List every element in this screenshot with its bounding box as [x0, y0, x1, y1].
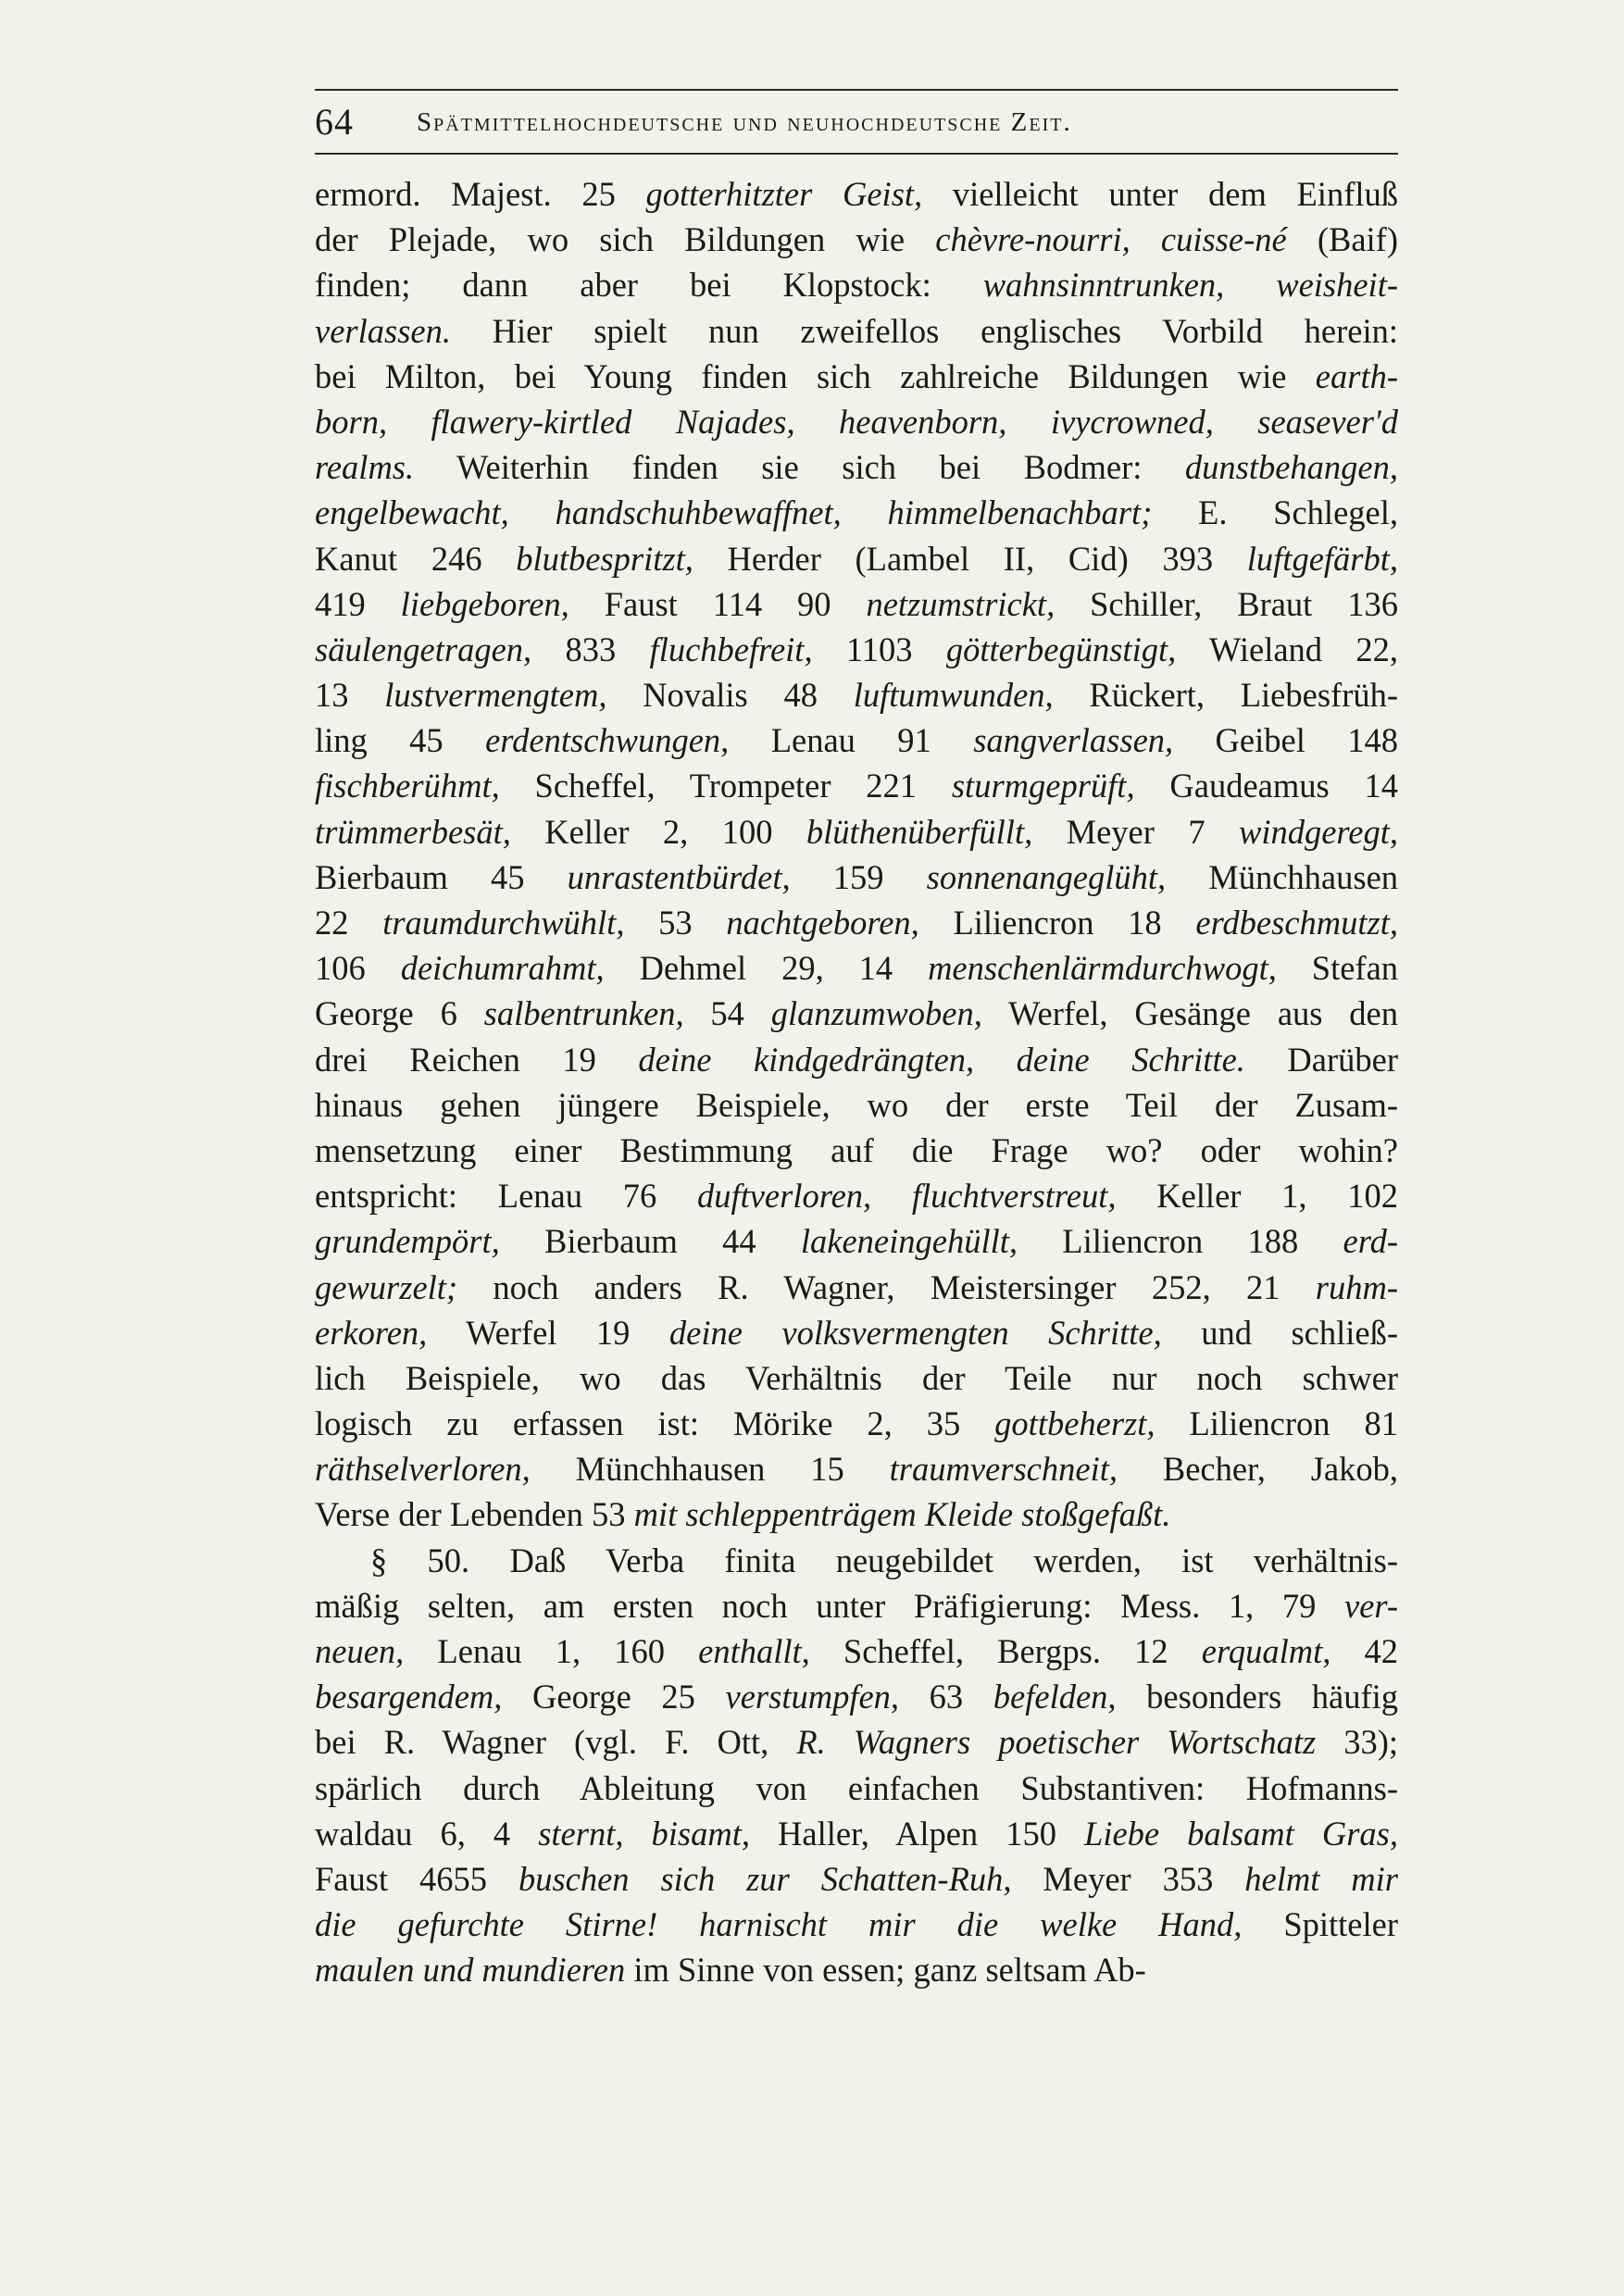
text-line — [315, 1401, 1398, 1446]
header-rule-top — [315, 89, 1398, 91]
text-line — [315, 991, 1398, 1036]
text-line — [315, 1446, 1398, 1491]
text-line — [315, 718, 1398, 763]
text-span: Meyer 353 — [1011, 1859, 1245, 1898]
italic-text: fischberühmt, — [315, 767, 500, 805]
italic-text: netzumstrickt, — [866, 584, 1056, 623]
text-span: Schiller, Braut 136 — [1055, 584, 1398, 623]
italic-text: mit schleppenträgem Kleide stoßgefaßt. — [633, 1495, 1171, 1534]
text-line — [315, 1082, 1398, 1128]
italic-text: enthallt, — [698, 1632, 810, 1670]
text-line — [315, 855, 1398, 900]
text-span: 159 — [790, 857, 927, 896]
text-span: E. Schlegel, — [1152, 493, 1398, 532]
text-span: logisch zu erfassen ist: Mörike 2, 35 — [315, 1404, 995, 1443]
italic-text: engelbewacht, handschuhbewaffnet, himmelbenachbart; — [315, 493, 1153, 532]
italic-text: lustvermengtem, — [384, 676, 607, 715]
text-span: Darüber — [1244, 1040, 1398, 1079]
text-span: drei Reichen 19 — [315, 1040, 639, 1079]
text-span: Scheffel, Bergps. 12 — [809, 1632, 1202, 1670]
italic-text: blüthenüberfüllt, — [806, 812, 1033, 851]
text-span: Spitteler — [1242, 1905, 1398, 1944]
text-span: hinaus gehen jüngere Beispiele, wo der erste Teil der Zusam- — [315, 1085, 1398, 1124]
text-span: Hier spielt nun zweifellos englisches Vorbild herein: — [450, 311, 1398, 350]
italic-text: fluchbefreit, — [649, 630, 813, 668]
text-line — [315, 1355, 1398, 1401]
italic-text: sturmgeprüft, — [951, 767, 1135, 805]
text-span: der Plejade, wo sich Bildungen wie — [315, 220, 936, 259]
text-span: Meyer 7 — [1032, 812, 1239, 851]
text-span: (Baif) — [1286, 220, 1398, 259]
text-span: mensetzung einer Bestimmung auf die Frage wo? oder wohin? — [315, 1130, 1398, 1169]
text-span: lich Beispiele, wo das Verhältnis der Teile nur noch schwer — [315, 1358, 1398, 1397]
text-line — [315, 1719, 1398, 1765]
italic-text: befelden, — [993, 1678, 1117, 1716]
text-line — [315, 1173, 1398, 1218]
text-span: bei R. Wagner (vgl. F. Ott, — [315, 1723, 797, 1762]
text-line — [315, 171, 1398, 217]
text-line — [315, 1583, 1398, 1628]
italic-text: born, flawery-kirtled Najades, heavenborn, ivycrowned, seasever'd — [315, 402, 1398, 441]
italic-text: liebgeboren, — [400, 584, 569, 623]
text-span: Werfel 19 — [427, 1313, 669, 1352]
text-line — [315, 945, 1398, 991]
italic-text: glanzumwoben, — [770, 994, 982, 1033]
text-span: Faust 114 90 — [568, 584, 867, 623]
italic-text: traumverschneit, — [889, 1450, 1118, 1489]
text-line — [315, 217, 1398, 262]
text-span: Münchhausen 15 — [530, 1450, 890, 1489]
text-line — [315, 672, 1398, 718]
text-span: spärlich durch Ableitung von einfachen Substantiven: Hofmanns- — [315, 1768, 1398, 1807]
text-span: Münchhausen — [1166, 857, 1399, 896]
text-span: 13 — [315, 676, 385, 715]
italic-text: wahnsinntrunken, weisheit- — [982, 266, 1398, 305]
text-span: 22 — [315, 904, 383, 942]
italic-text: R. Wagners poetischer Wortschatz — [796, 1723, 1317, 1762]
italic-text: duftverloren, fluchtverstreut, — [696, 1177, 1117, 1216]
text-line — [315, 354, 1398, 399]
italic-text: erkoren, — [315, 1313, 428, 1352]
text-span: Gaudeamus 14 — [1134, 767, 1398, 805]
text-span: George 6 — [315, 994, 484, 1033]
text-span: Kanut 246 — [315, 539, 517, 578]
text-span: vielleicht unter dem Einfluß — [922, 175, 1398, 213]
text-span: Herder (Lambel II, Cid) 393 — [693, 539, 1247, 578]
text-line — [315, 1766, 1398, 1811]
italic-text: luftumwunden, — [853, 676, 1054, 715]
italic-text: luftgefärbt, — [1246, 539, 1398, 578]
text-line — [315, 1265, 1398, 1310]
page-header — [315, 94, 1398, 150]
italic-text: sonnenangeglüht, — [926, 857, 1167, 896]
text-span: Stefan — [1276, 949, 1399, 988]
italic-text: deine volksvermengten Schritte, — [668, 1313, 1162, 1352]
text-span: Liliencron 188 — [1018, 1222, 1343, 1261]
italic-text: räthselverloren, — [315, 1450, 531, 1489]
italic-text: lakeneingehüllt, — [800, 1222, 1018, 1261]
text-span: Faust 4655 — [315, 1859, 518, 1898]
text-span: Weiterhin finden sie sich bei Bodmer: — [414, 448, 1185, 487]
italic-text: realms. — [315, 448, 415, 487]
header-rule-bottom — [315, 153, 1398, 155]
italic-text: die gefurchte Stirne! harnischt mir die welke Hand, — [315, 1905, 1243, 1944]
italic-text: verstumpfen, — [725, 1678, 900, 1716]
text-line — [315, 1947, 1398, 1992]
text-span: Bierbaum 44 — [499, 1222, 801, 1261]
text-span: ermord. Majest. 25 — [315, 175, 646, 213]
text-span: Wieland 22, — [1176, 630, 1398, 668]
italic-text: dunstbehangen, — [1184, 448, 1398, 487]
text-line — [315, 1128, 1398, 1173]
text-span: waldau 6, 4 — [315, 1814, 539, 1853]
text-span: Verse der Lebenden 53 — [315, 1495, 634, 1534]
text-line — [315, 809, 1398, 855]
text-span: Haller, Alpen 150 — [750, 1814, 1085, 1853]
italic-text: windgeregt, — [1238, 812, 1398, 851]
text-span: Scheffel, Trompeter 221 — [499, 767, 952, 805]
text-span: Keller 2, 100 — [510, 812, 806, 851]
italic-text: earth- — [1315, 356, 1398, 395]
text-line — [315, 1811, 1398, 1856]
text-span: Liliencron 18 — [918, 904, 1196, 942]
italic-text: unrastentbürdet, — [567, 857, 791, 896]
italic-text: blutbespritzt, — [516, 539, 693, 578]
italic-text: trümmerbesät, — [315, 812, 511, 851]
italic-text: erd- — [1343, 1222, 1398, 1261]
text-line — [315, 763, 1398, 808]
running-title: Spätmittelhochdeutsche und neuhochdeutsche Zeit. — [417, 107, 1072, 137]
text-span: 63 — [899, 1678, 993, 1716]
text-span: 42 — [1330, 1632, 1399, 1670]
text-span: im Sinne von essen; ganz seltsam Ab- — [625, 1951, 1146, 1990]
text-span: Keller 1, 102 — [1116, 1177, 1399, 1216]
text-line — [315, 1902, 1398, 1947]
italic-text: nachtgeboren, — [726, 904, 919, 942]
italic-text: besargendem, — [315, 1678, 503, 1716]
body-text — [315, 171, 1398, 1993]
text-span: 53 — [624, 904, 727, 942]
text-span: 1103 — [812, 630, 946, 668]
italic-text: götterbegünstigt, — [945, 630, 1177, 668]
italic-text: neuen, — [315, 1632, 405, 1670]
italic-text: traumdurchwühlt, — [382, 904, 625, 942]
text-line — [315, 1310, 1398, 1355]
text-line — [315, 262, 1398, 307]
text-span: Dehmel 29, 14 — [604, 949, 929, 988]
text-span: noch anders R. Wagner, Meistersinger 252, 21 — [457, 1267, 1316, 1306]
italic-text: ruhm- — [1315, 1267, 1398, 1306]
text-span: finden; dann aber bei Klopstock: — [315, 266, 983, 305]
text-span: Bierbaum 45 — [315, 857, 568, 896]
text-span: § 50. Daß Verba finita neugebildet werden, ist verhältnis- — [370, 1541, 1398, 1579]
text-line — [315, 490, 1398, 535]
italic-text: deichumrahmt, — [400, 949, 605, 988]
italic-text: chèvre-nourri, cuisse-né — [935, 220, 1287, 259]
italic-text: menschenlärmdurchwogt, — [928, 949, 1277, 988]
text-line — [315, 1218, 1398, 1264]
italic-text: maulen und mundieren — [315, 1951, 626, 1990]
text-span: 419 — [315, 584, 401, 623]
text-span: Rückert, Liebesfrüh- — [1053, 676, 1399, 715]
text-line — [315, 1628, 1398, 1674]
text-span: Liliencron 81 — [1155, 1404, 1398, 1443]
text-line — [315, 1538, 1398, 1583]
text-line — [315, 627, 1398, 672]
text-span: Lenau 1, 160 — [404, 1632, 699, 1670]
text-span: George 25 — [502, 1678, 726, 1716]
text-span: Novalis 48 — [606, 676, 854, 715]
text-line — [315, 900, 1398, 945]
text-span: Lenau 91 — [729, 721, 974, 760]
italic-text: gewurzelt; — [315, 1267, 458, 1306]
italic-text: säulengetragen, — [315, 630, 532, 668]
text-line — [315, 1037, 1398, 1082]
text-line — [315, 1856, 1398, 1902]
italic-text: gottbeherzt, — [994, 1404, 1156, 1443]
text-span: 833 — [531, 630, 650, 668]
text-span: Becher, Jakob, — [1117, 1450, 1398, 1489]
text-span: ling 45 — [315, 721, 486, 760]
italic-text: buschen sich zur Schatten-Ruh, — [518, 1859, 1012, 1898]
text-line — [315, 581, 1398, 627]
text-line — [315, 1674, 1398, 1719]
text-span: 106 — [315, 949, 401, 988]
italic-text: salbentrunken, — [483, 994, 684, 1033]
italic-text: grundempört, — [315, 1222, 500, 1261]
italic-text: sternt, bisamt, — [538, 1814, 750, 1853]
text-span: Geibel 148 — [1173, 721, 1398, 760]
italic-text: erqualmt, — [1201, 1632, 1331, 1670]
italic-text: deine kindgedrängten, deine Schritte. — [638, 1040, 1245, 1079]
text-span: besonders häufig — [1116, 1678, 1399, 1716]
italic-text: Liebe balsamt Gras, — [1084, 1814, 1398, 1853]
italic-text: verlassen. — [315, 311, 451, 350]
italic-text: erdbeschmutzt, — [1195, 904, 1399, 942]
italic-text: sangverlassen, — [973, 721, 1174, 760]
text-line — [315, 399, 1398, 444]
italic-text: helmt mir — [1244, 1859, 1398, 1898]
text-span: 54 — [683, 994, 771, 1033]
text-line — [315, 536, 1398, 581]
text-span: und schließ- — [1161, 1313, 1398, 1352]
text-span: bei Milton, bei Young finden sich zahlreiche Bildungen wie — [315, 356, 1316, 395]
text-span: Werfel, Gesänge aus den — [981, 994, 1398, 1033]
page-number: 64 — [315, 101, 354, 143]
text-line — [315, 1491, 1398, 1537]
text-span: mäßig selten, am ersten noch unter Präfigierung: Mess. 1, 79 — [315, 1586, 1344, 1625]
text-span: entspricht: Lenau 76 — [315, 1177, 697, 1216]
text-line — [315, 444, 1398, 490]
text-line — [315, 308, 1398, 354]
italic-text: ver- — [1343, 1586, 1398, 1625]
italic-text: gotterhitzter Geist, — [645, 175, 923, 213]
text-span: 33); — [1316, 1723, 1399, 1762]
italic-text: erdentschwungen, — [485, 721, 730, 760]
